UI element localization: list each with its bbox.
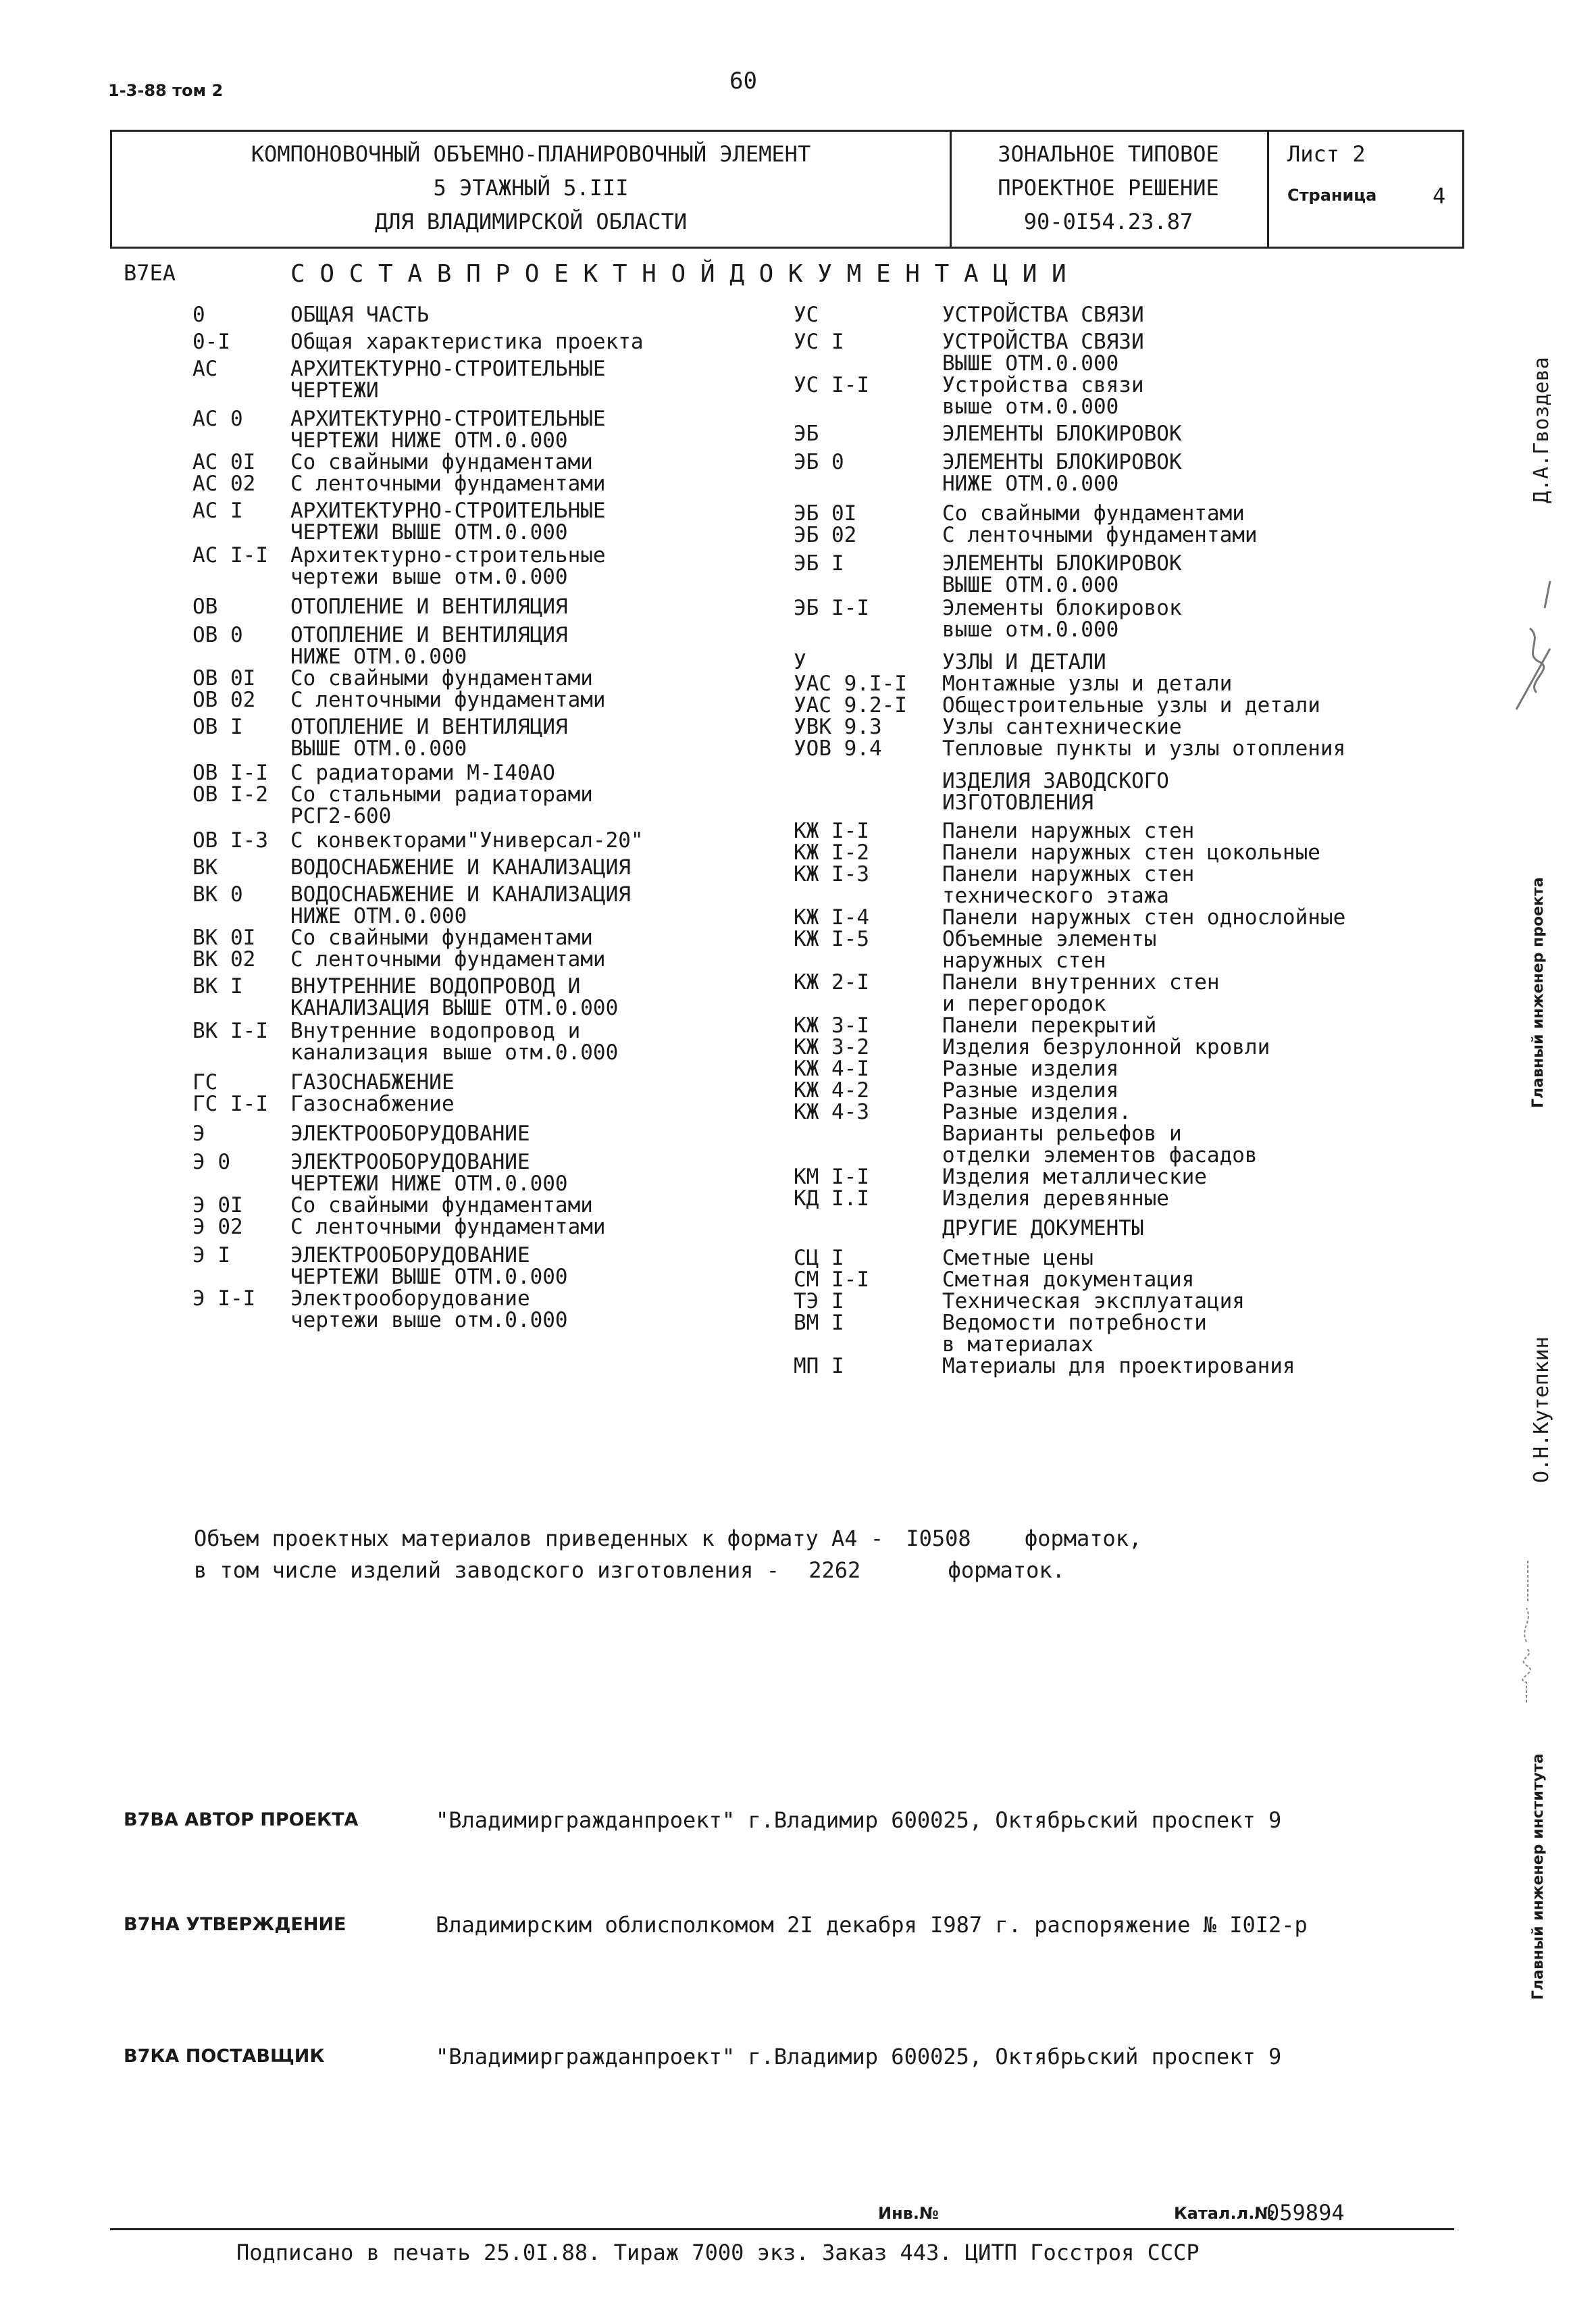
- title-line: ДЛЯ ВЛАДИМИРСКОЙ ОБЛАСТИ: [374, 209, 688, 234]
- entry-code: СЦ I: [794, 1246, 844, 1270]
- entry-code: Э 0: [192, 1150, 230, 1174]
- entry-description: Со свайными фундаментами: [942, 501, 1245, 526]
- entry-description: НИЖЕ ОТМ.0.000: [290, 904, 467, 928]
- entry-description: Панели наружных стен цокольные: [942, 840, 1320, 865]
- entry-description: ВОДОСНАБЖЕНИЕ И КАНАЛИЗАЦИЯ: [290, 882, 631, 907]
- entry-code: ОВ I-I: [192, 761, 268, 785]
- entry-code: ГС: [192, 1070, 218, 1095]
- signature-1: [1503, 574, 1564, 730]
- entry-description: С ленточными фундаментами: [290, 472, 606, 496]
- entry-code: ВК 0I: [192, 926, 256, 950]
- footer-rule: [110, 2228, 1454, 2230]
- entry-description: Газоснабжение: [290, 1092, 455, 1116]
- entry-description: ОТОПЛЕНИЕ И ВЕНТИЛЯЦИЯ: [290, 623, 568, 647]
- entry-code: Э I-I: [192, 1286, 256, 1311]
- entry-code: ГС I-I: [192, 1092, 268, 1116]
- entry-code: УС: [794, 303, 819, 327]
- entry-description: наружных стен: [942, 949, 1106, 973]
- corner-label: 1-3-88 том 2: [108, 81, 224, 100]
- entry-code: КЖ 4-3: [794, 1100, 869, 1124]
- entry-code: ВК: [192, 855, 218, 880]
- entry-description: С ленточными фундаментами: [290, 688, 606, 712]
- entry-description: ЭЛЕМЕНТЫ БЛОКИРОВОК: [942, 450, 1182, 474]
- entry-description: ЭЛЕМЕНТЫ БЛОКИРОВОК: [942, 551, 1182, 576]
- entry-description: С ленточными фундаментами: [942, 523, 1258, 547]
- decision-cell: [950, 132, 1269, 247]
- catalog-label: Катал.л.№: [1174, 2204, 1275, 2223]
- page-value: 4: [1433, 183, 1446, 209]
- title-cell: [112, 132, 952, 247]
- entry-code: КЖ 4-I: [794, 1057, 869, 1081]
- entry-code: ВК I: [192, 974, 243, 999]
- margin-role-2: Главный инженер института: [1530, 1753, 1547, 2000]
- sheet-number: Лист 2: [1287, 141, 1366, 167]
- entry-description: Со свайными фундаментами: [290, 666, 593, 690]
- entry-description: ВЫШЕ ОТМ.0.000: [290, 736, 467, 761]
- entry-code: ВК 0: [192, 882, 243, 907]
- entry-code: КЖ I-I: [794, 819, 869, 843]
- entry-description: С конвекторами"Универсал-20": [290, 828, 644, 853]
- entry-code: ОВ 0I: [192, 666, 256, 690]
- title-line: КОМПОНОВОЧНЫЙ ОБЪЕМНО-ПЛАНИРОВОЧНЫЙ ЭЛЕМЕНТ: [251, 141, 811, 167]
- margin-name-1: Д.А.Гвоздева: [1530, 357, 1553, 503]
- entry-description: АРХИТЕКТУРНО-СТРОИТЕЛЬНЫЕ: [290, 357, 606, 381]
- entry-code: КЖ I-3: [794, 862, 869, 886]
- entry-code: 0: [192, 303, 205, 327]
- entry-description: чертежи выше отм.0.000: [290, 1308, 568, 1332]
- entry-description: Общая характеристика проекта: [290, 330, 644, 354]
- entry-description: Панели наружных стен однослойные: [942, 905, 1346, 930]
- entry-code: МП I: [794, 1354, 844, 1378]
- entry-code: УАС 9.2-I: [794, 693, 907, 718]
- inventory-label: Инв.№: [878, 2204, 939, 2223]
- entry-code: ЭБ 02: [794, 523, 857, 547]
- entry-description: ОБЩАЯ ЧАСТЬ: [290, 303, 430, 327]
- entry-code: ОВ: [192, 595, 218, 619]
- entry-description: в материалах: [942, 1332, 1093, 1357]
- entry-code: АС I: [192, 499, 243, 523]
- entry-description: Ведомости потребности: [942, 1311, 1207, 1335]
- margin-role-1: Главный инженер проекта: [1530, 877, 1547, 1108]
- entry-code: Э: [192, 1122, 205, 1146]
- volume-number: 2262: [808, 1557, 861, 1583]
- catalog-value: 059894: [1266, 2200, 1345, 2225]
- entry-description: Электрооборудование: [290, 1286, 530, 1311]
- entry-code: ВК I-I: [192, 1019, 268, 1043]
- entry-description: выше отм.0.000: [942, 618, 1119, 642]
- entry-description: ЭЛЕКТРООБОРУДОВАНИЕ: [290, 1122, 530, 1146]
- entry-description: Изделия безрулонной кровли: [942, 1035, 1270, 1059]
- entry-description: ВНУТРЕННИЕ ВОДОПРОВОД И: [290, 974, 581, 999]
- entry-code: ЭБ 0: [794, 450, 844, 474]
- entry-description: Изделия металлические: [942, 1165, 1207, 1189]
- page-number: 60: [729, 68, 757, 95]
- entry-description: ВЫШЕ ОТМ.0.000: [942, 351, 1119, 376]
- entry-description: канализация выше отм.0.000: [290, 1040, 619, 1065]
- entry-code: ОВ 02: [192, 688, 256, 712]
- entry-code: ТЭ I: [794, 1289, 844, 1313]
- entry-code: УАС 9.I-I: [794, 672, 907, 696]
- section-code: В7ЕА: [124, 260, 176, 286]
- entry-description: АРХИТЕКТУРНО-СТРОИТЕЛЬНЫЕ: [290, 407, 606, 431]
- entry-description: Варианты рельефов и: [942, 1122, 1182, 1146]
- entry-description: Панели наружных стен: [942, 862, 1195, 886]
- sheet-cell: [1267, 132, 1462, 247]
- entry-description: ЧЕРТЕЖИ НИЖЕ ОТМ.0.000: [290, 428, 568, 453]
- volume-line-1: [194, 1526, 1141, 1551]
- entry-description: Разные изделия: [942, 1078, 1119, 1103]
- entry-description: С ленточными фундаментами: [290, 947, 606, 972]
- entry-code: КЖ I-4: [794, 905, 869, 930]
- entry-code: АС 0I: [192, 450, 256, 474]
- entry-description: ЧЕРТЕЖИ: [290, 378, 379, 403]
- entry-code: У: [794, 650, 806, 674]
- entry-description: Со свайными фундаментами: [290, 926, 593, 950]
- entry-code: КЖ I-5: [794, 927, 869, 951]
- entry-description: КАНАЛИЗАЦИЯ ВЫШЕ ОТМ.0.000: [290, 996, 619, 1020]
- title-line: 5 ЭТАЖНЫЙ 5.III: [433, 175, 629, 201]
- entry-description: ВОДОСНАБЖЕНИЕ И КАНАЛИЗАЦИЯ: [290, 855, 631, 880]
- volume-unit: форматок.: [948, 1557, 1065, 1583]
- approval-label: В7НА УТВЕРЖДЕНИЕ: [124, 1914, 346, 1935]
- entry-code: УОВ 9.4: [794, 736, 882, 761]
- print-line: Подписано в печать 25.0I.88. Тираж 7000 экз. Заказ 443. ЦИТП Госстроя СССР: [236, 2240, 1200, 2265]
- entry-description: Изделия деревянные: [942, 1186, 1169, 1211]
- entry-description: Панели внутренних стен: [942, 970, 1220, 995]
- entry-code: АС: [192, 357, 218, 381]
- entry-code: Э 0I: [192, 1193, 243, 1217]
- entry-description: Устройства связи: [942, 373, 1144, 397]
- entry-description: С радиаторами М-I40АО: [290, 761, 555, 785]
- volume-number: I0508: [906, 1526, 971, 1551]
- entry-code: 0-I: [192, 330, 230, 354]
- entry-description: ВЫШЕ ОТМ.0.000: [942, 573, 1119, 597]
- entry-description: ЭЛЕМЕНТЫ БЛОКИРОВОК: [942, 422, 1182, 446]
- entry-description: Техническая эксплуатация: [942, 1289, 1245, 1313]
- entry-description: чертежи выше отм.0.000: [290, 565, 568, 589]
- entry-description: УСТРОЙСТВА СВЯЗИ: [942, 330, 1144, 354]
- entry-description: ЭЛЕКТРООБОРУДОВАНИЕ: [290, 1150, 530, 1174]
- decision-line: 90-0I54.23.87: [1023, 209, 1193, 234]
- entry-code: КД I.I: [794, 1186, 869, 1211]
- entry-code: ОВ 0: [192, 623, 243, 647]
- entry-code: КЖ 3-I: [794, 1013, 869, 1038]
- entry-code: УС I: [794, 330, 844, 354]
- entry-code: ОВ I-3: [192, 828, 268, 853]
- entry-code: АС 0: [192, 407, 243, 431]
- entry-description: РСГ2-600: [290, 804, 392, 828]
- entry-description: УСТРОЙСТВА СВЯЗИ: [942, 303, 1144, 327]
- entry-code: ОВ I: [192, 715, 243, 739]
- entry-description: С ленточными фундаментами: [290, 1215, 606, 1239]
- entry-description: Сметная документация: [942, 1267, 1195, 1292]
- entry-description: Тепловые пункты и узлы отопления: [942, 736, 1346, 761]
- entry-description: Со стальными радиаторами: [290, 782, 593, 807]
- entry-description: Монтажные узлы и детали: [942, 672, 1233, 696]
- entry-code: КМ I-I: [794, 1165, 869, 1189]
- entry-description: ДРУГИЕ ДОКУМЕНТЫ: [942, 1216, 1144, 1240]
- entry-code: Э 02: [192, 1215, 243, 1239]
- margin-name-2: О.Н.Кутепкин: [1530, 1336, 1553, 1483]
- decision-line: ЗОНАЛЬНОЕ ТИПОВОЕ: [998, 141, 1219, 167]
- entry-description: Со свайными фундаментами: [290, 1193, 593, 1217]
- supplier-value: "Владимиргражданпроект" г.Владимир 600025, Октябрьский проспект 9: [436, 2044, 1282, 2069]
- entry-code: ОВ I-2: [192, 782, 268, 807]
- entry-code: УС I-I: [794, 373, 869, 397]
- entry-description: Архитектурно-строительные: [290, 543, 606, 568]
- author-label: В7ВА АВТОР ПРОЕКТА: [124, 1809, 359, 1830]
- entry-description: Внутренние водопровод и: [290, 1019, 581, 1043]
- entry-description: ЧЕРТЕЖИ НИЖЕ ОТМ.0.000: [290, 1172, 568, 1196]
- entry-description: ИЗДЕЛИЯ ЗАВОДСКОГО: [942, 769, 1169, 793]
- supplier-label: В7КА ПОСТАВЩИК: [124, 2046, 325, 2067]
- entry-description: ОТОПЛЕНИЕ И ВЕНТИЛЯЦИЯ: [290, 715, 568, 739]
- entry-description: выше отм.0.000: [942, 395, 1119, 419]
- entry-code: КЖ I-2: [794, 840, 869, 865]
- entry-code: ЭБ 0I: [794, 501, 857, 526]
- entry-description: ГАЗОСНАБЖЕНИЕ: [290, 1070, 455, 1095]
- entry-description: Панели перекрытий: [942, 1013, 1157, 1038]
- entry-description: Объемные элементы: [942, 927, 1157, 951]
- entry-code: КЖ 3-2: [794, 1035, 869, 1059]
- entry-code: УВК 9.3: [794, 715, 882, 739]
- entry-description: технического этажа: [942, 884, 1169, 908]
- entry-code: АС 02: [192, 472, 256, 496]
- entry-description: Узлы сантехнические: [942, 715, 1182, 739]
- entry-description: ЭЛЕКТРООБОРУДОВАНИЕ: [290, 1243, 530, 1267]
- entry-code: ЭБ: [794, 422, 819, 446]
- signature-2: [1506, 1547, 1547, 1709]
- entry-description: НИЖЕ ОТМ.0.000: [290, 645, 467, 669]
- entry-description: УЗЛЫ И ДЕТАЛИ: [942, 650, 1106, 674]
- volume-unit: форматок,: [1024, 1526, 1142, 1551]
- entry-code: АС I-I: [192, 543, 268, 568]
- entry-description: Общестроительные узлы и детали: [942, 693, 1320, 718]
- entry-description: Материалы для проектирования: [942, 1354, 1295, 1378]
- entry-description: Разные изделия.: [942, 1100, 1131, 1124]
- volume-text: в том числе изделий заводского изготовления -: [194, 1557, 779, 1583]
- entry-description: Панели наружных стен: [942, 819, 1195, 843]
- entry-code: ВК 02: [192, 947, 256, 972]
- volume-line-2: [194, 1557, 1065, 1583]
- entry-description: Сметные цены: [942, 1246, 1093, 1270]
- entry-description: Разные изделия: [942, 1057, 1119, 1081]
- entry-description: НИЖЕ ОТМ.0.000: [942, 472, 1119, 496]
- entry-code: ВМ I: [794, 1311, 844, 1335]
- entry-description: и перегородок: [942, 992, 1106, 1016]
- entry-description: отделки элементов фасадов: [942, 1143, 1258, 1167]
- entry-description: ИЗГОТОВЛЕНИЯ: [942, 790, 1093, 815]
- volume-text: Объем проектных материалов приведенных к формату А4 -: [194, 1526, 884, 1551]
- title-block: [110, 130, 1464, 249]
- entry-code: КЖ 4-2: [794, 1078, 869, 1103]
- entry-description: Со свайными фундаментами: [290, 450, 593, 474]
- entry-code: КЖ 2-I: [794, 970, 869, 995]
- approval-value: Владимирским облисполкомом 2I декабря I987 г. распоряжение № I0I2-р: [436, 1912, 1308, 1938]
- entry-code: Э I: [192, 1243, 230, 1267]
- entry-code: СМ I-I: [794, 1267, 869, 1292]
- author-value: "Владимиргражданпроект" г.Владимир 600025, Октябрьский проспект 9: [436, 1807, 1282, 1833]
- entry-description: ЧЕРТЕЖИ ВЫШЕ ОТМ.0.000: [290, 520, 568, 545]
- entry-description: ЧЕРТЕЖИ ВЫШЕ ОТМ.0.000: [290, 1265, 568, 1289]
- entry-description: ОТОПЛЕНИЕ И ВЕНТИЛЯЦИЯ: [290, 595, 568, 619]
- page-label: Страница: [1287, 186, 1377, 205]
- decision-line: ПРОЕКТНОЕ РЕШЕНИЕ: [998, 175, 1219, 201]
- entry-code: ЭБ I-I: [794, 596, 869, 620]
- entry-code: ЭБ I: [794, 551, 844, 576]
- entry-description: Элементы блокировок: [942, 596, 1182, 620]
- entry-description: АРХИТЕКТУРНО-СТРОИТЕЛЬНЫЕ: [290, 499, 606, 523]
- section-title: С О С Т А В П Р О Е К Т Н О Й Д О К У М Е Н Т А Ц И И: [290, 260, 1066, 288]
